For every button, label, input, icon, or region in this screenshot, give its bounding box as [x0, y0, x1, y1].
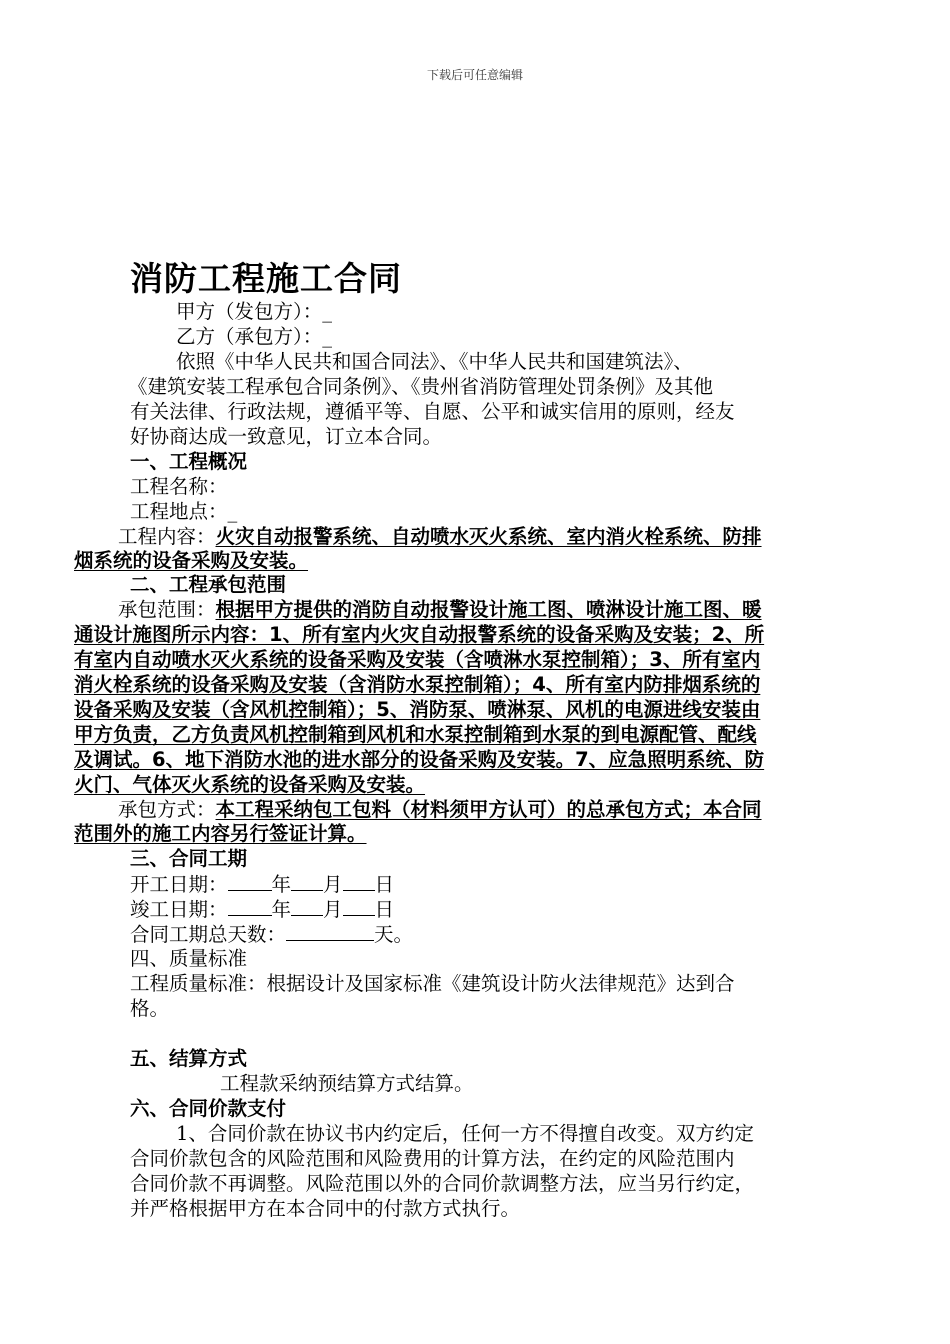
section-6-heading: 六、合同价款支付: [130, 1097, 287, 1120]
quality-line-2: 格。: [130, 997, 170, 1020]
project-name-label: 工程名称：: [130, 475, 228, 498]
scope-line-6: 甲方负责，乙方负责风机控制箱到风机和水泵控制箱到水泵的到电源配管、配线: [74, 723, 757, 746]
section-5-heading: 五、结算方式: [130, 1047, 248, 1070]
quality-line-1: 工程质量标准：根据设计及国家标准《建筑设计防火法律规范》达到合: [130, 972, 735, 995]
start-month-blank[interactable]: [291, 872, 323, 891]
end-date-label: 竣工日期：: [130, 898, 228, 921]
method-line-1: [118, 798, 762, 822]
scope-line-8: 火门、气体灭火系统的设备采购及安装。: [74, 773, 426, 796]
scope-line-4: 消火栓系统的设备采购及安装（含消防水泵控制箱）；4、所有室内防排烟系统的: [74, 673, 761, 696]
scope-line-2: 通设计施图所示内容：1、所有室内火灾自动报警系统的设备采购及安装；2、所: [74, 623, 765, 646]
method-label: 承包方式：: [118, 798, 216, 821]
end-year-blank[interactable]: [228, 897, 272, 916]
total-days-label: 合同工期总天数：: [130, 923, 287, 946]
document-title: 消防工程施工合同: [130, 259, 402, 298]
intro-line-3: 有关法律、行政法规，遵循平等、自愿、公平和诚实信用的原则，经友: [130, 400, 735, 423]
payment-line-4: 并严格根据甲方在本合同中的付款方式执行。: [130, 1197, 521, 1220]
project-content-label: 工程内容：: [118, 525, 216, 548]
start-day-unit: 日: [374, 873, 395, 896]
project-content-line-1: [118, 525, 762, 549]
scope-line-3: 有室内自动喷水灭火系统的设备采购及安装（含喷淋水泵控制箱）；3、所有室内: [74, 648, 761, 671]
start-year-blank[interactable]: [228, 872, 272, 891]
start-day-blank[interactable]: [343, 872, 375, 891]
end-month-unit: 月: [323, 898, 343, 921]
start-month-unit: 月: [323, 873, 343, 896]
end-year-unit: 年: [271, 898, 292, 921]
intro-line-2: 《建筑安装工程承包合同条例》、《贵州省消防管理处罚条例》及其他: [128, 375, 714, 398]
section-4-heading: 四、质量标准: [130, 947, 248, 970]
section-3-heading: 三、合同工期: [130, 847, 248, 870]
scope-line-1: [118, 598, 762, 622]
page-header: 下载后可任意编辑: [426, 68, 523, 82]
section-1-heading: 一、工程概况: [130, 450, 248, 473]
scope-label: 承包范围：: [118, 598, 216, 621]
end-day-unit: 日: [374, 898, 395, 921]
end-month-blank[interactable]: [291, 897, 323, 916]
payment-line-1: 1、合同价款在协议书内约定后，任何一方不得擅自改变。双方约定: [176, 1122, 754, 1145]
end-day-blank[interactable]: [343, 897, 375, 916]
total-days-line: [130, 922, 413, 947]
project-content-text: 火灾自动报警系统、自动喷水灭火系统、室内消火栓系统、防排: [215, 525, 762, 548]
start-year-unit: 年: [271, 873, 292, 896]
settlement-text: 工程款采纳预结算方式结算。: [220, 1072, 474, 1095]
scope-text-1: 根据甲方提供的消防自动报警设计施工图、喷淋设计施工图、暖: [215, 598, 762, 621]
project-location-label: 工程地点：_: [130, 500, 238, 523]
party-a-line: 甲方（发包方）：_: [176, 300, 333, 323]
intro-line-1: 依照《中华人民共和国合同法》、《中华人民共和国建筑法》、: [176, 350, 693, 373]
intro-line-4: 好协商达成一致意见，订立本合同。: [130, 425, 443, 448]
section-2-heading: 二、工程承包范围: [130, 573, 287, 596]
method-line-2: 范围外的施工内容另行签证计算。: [74, 822, 367, 845]
start-date-label: 开工日期：: [130, 873, 228, 896]
project-content-line-2: 烟系统的设备采购及安装。: [74, 549, 309, 572]
scope-line-5: 设备采购及安装（含风机控制箱）；5、消防泵、喷淋泵、风机的电源进线安装由: [74, 698, 761, 721]
scope-line-7: 及调试。6、地下消防水池的进水部分的设备采购及安装。7、应急照明系统、防: [74, 748, 765, 771]
payment-line-3: 合同价款不再调整。风险范围以外的合同价款调整方法，应当另行约定，: [130, 1172, 755, 1195]
party-b-line: 乙方（承包方）：_: [176, 325, 333, 348]
method-text-1: 本工程采纳包工包料（材料须甲方认可）的总承包方式；本合同: [215, 798, 762, 821]
total-days-blank[interactable]: [286, 922, 374, 941]
start-date-line: [130, 872, 394, 897]
total-days-unit: 天。: [374, 923, 414, 946]
end-date-line: [130, 897, 394, 922]
payment-line-2: 合同价款包含的风险范围和风险费用的计算方法，在约定的风险范围内: [130, 1147, 735, 1170]
